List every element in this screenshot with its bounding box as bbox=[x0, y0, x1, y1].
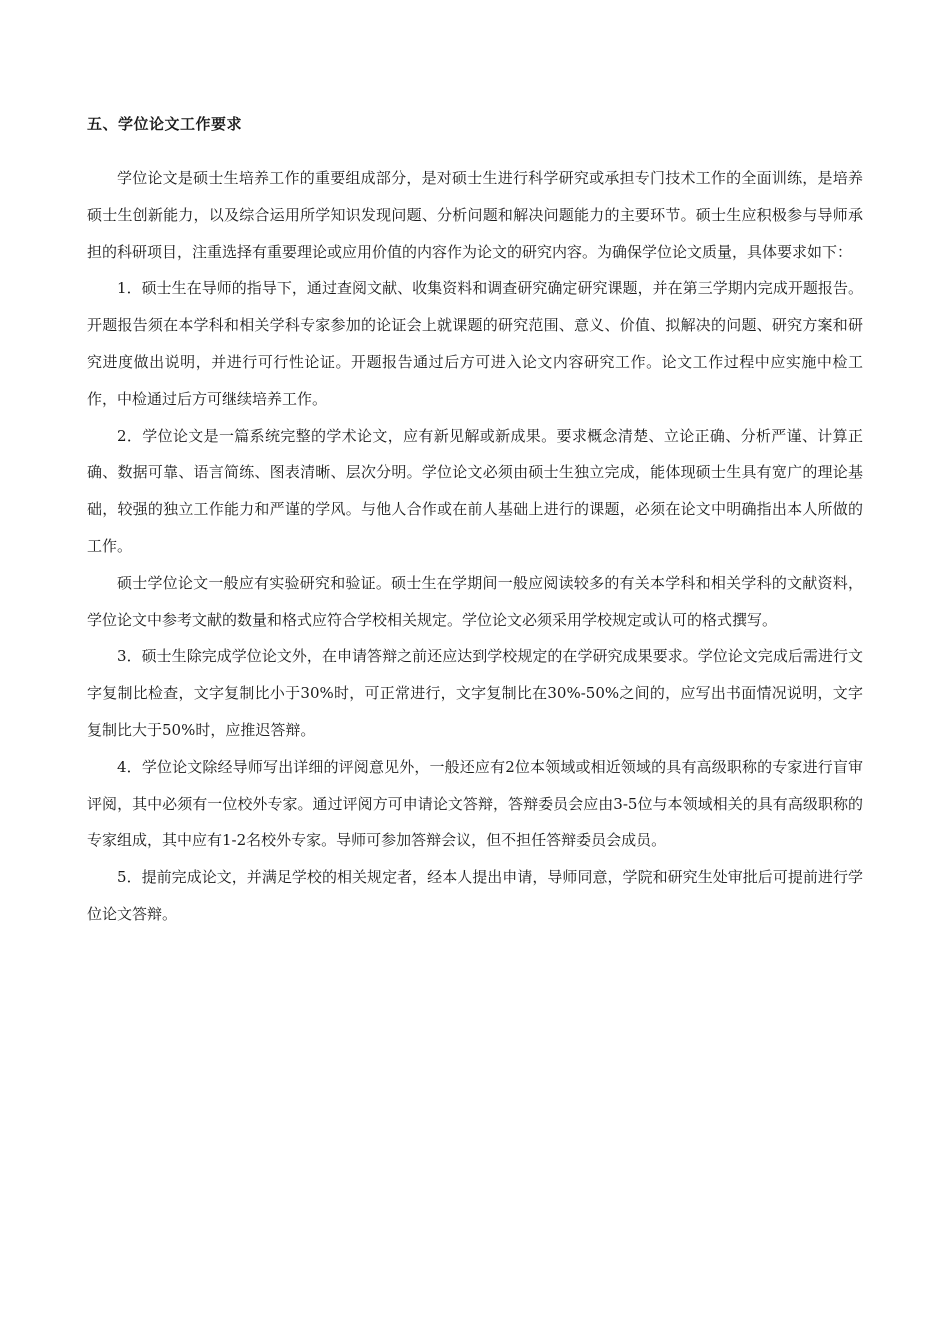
document-page bbox=[87, 114, 863, 933]
paragraph-item-2: 2．学位论文是一篇系统完整的学术论文，应有新见解或新成果。要求概念清楚、立论正确、分析严谨、计算正确、数据可靠、语言简练、图表清晰、层次分明。学位论文必须由硕士生独立完成，能体现硕士生具有宽广的理论基础，较强的独立工作能力和严谨的学风。与他人合作或在前人基础上进行的课题，必须在论文中明确指出本人所做的工作。 bbox=[87, 426, 863, 555]
paragraph-item-4: 4．学位论文除经导师写出详细的评阅意见外，一般还应有2位本领域或相近领域的具有高级职称的专家进行盲审评阅，其中必须有一位校外专家。通过评阅方可申请论文答辩，答辩委员会应由3-5位与本领域相关的具有高级职称的专家组成，其中应有1-2名校外专家。导师可参加答辩会议，但不担任答辩委员会成员。 bbox=[87, 757, 863, 850]
paragraph-item-5: 5．提前完成论文，并满足学校的相关规定者，经本人提出申请，导师同意，学院和研究生处审批后可提前进行学位论文答辩。 bbox=[87, 868, 863, 923]
paragraph-experiment: 硕士学位论文一般应有实验研究和验证。硕士生在学期间一般应阅读较多的有关本学科和相关学科的文献资料，学位论文中参考文献的数量和格式应符合学校相关规定。学位论文必须采用学校规定或认可的格式撰写。 bbox=[87, 573, 863, 629]
paragraph-item-1: 1．硕士生在导师的指导下，通过查阅文献、收集资料和调查研究确定研究课题，并在第三学期内完成开题报告。开题报告须在本学科和相关学科专家参加的论证会上就课题的研究范围、意义、价值、拟解决的问题、研究方案和研究进度做出说明，并进行可行性论证。开题报告通过后方可进入论文内容研究工作。论文工作过程中应实施中检工作，中检通过后方可继续培养工作。 bbox=[87, 279, 863, 408]
section-title: 五、学位论文工作要求 bbox=[87, 115, 243, 133]
paragraph-intro: 学位论文是硕士生培养工作的重要组成部分，是对硕士生进行科学研究或承担专门技术工作的全面训练，是培养硕士生创新能力，以及综合运用所学知识发现问题、分析问题和解决问题能力的主要环节。硕士生应积极参与导师承担的科研项目，注重选择有重要理论或应用价值的内容作为论文的研究内容。为确保学位论文质量，具体要求如下： bbox=[87, 169, 863, 261]
paragraph-item-3: 3．硕士生除完成学位论文外，在申请答辩之前还应达到学校规定的在学研究成果要求。学位论文完成后需进行文字复制比检查，文字复制比小于30%时，可正常进行，文字复制比在30%-50%之间的，应写出书面情况说明，文字复制比大于50%时，应推迟答辩。 bbox=[87, 647, 863, 739]
